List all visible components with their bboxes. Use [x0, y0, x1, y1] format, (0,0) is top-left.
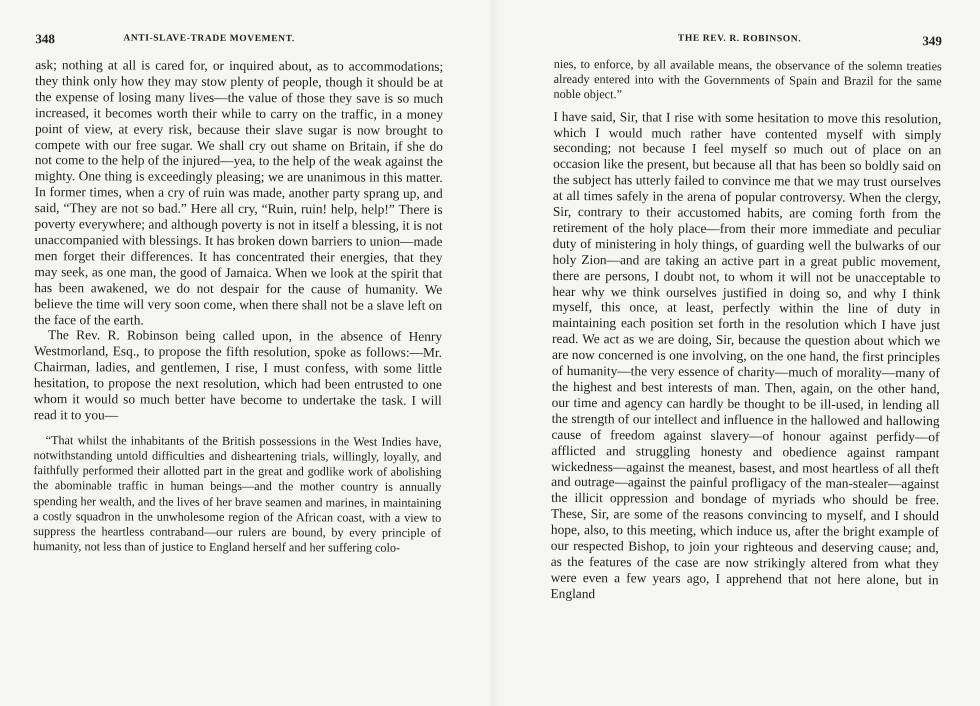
paragraph: I have said, Sir, that I rise with some hesitation to move this resolution, which I would much rather have contented myself with simply seconding; not because I feel myself so much out of place on an occasion like the present, but because all that has been so boldly said on the subject has utterly failed to convince me that we may trust ourselves at all times safely in the arena of popular controversy. When the clergy, Sir, contrary to their accustomed habits, are coming forth from the retirement of the holy place—from their more immediate and peculiar duty of ministering in holy things, of guarding well the bulwarks of our holy Zion—and are taking an active part in a great public movement, there are persons, I doubt not, to whom it will not be unacceptable to hear why we think ourselves justified in doing so, and why I think myself, this once, at least, perfectly within the line of duty in maintaining each position set forth in the resolution which I have just read. We act as we are doing, Sir, because the question about which we are now concerned is one involving, on the one hand, the first principles of humanity—the very essence of charity—much of morality—many of the highest and best interests of man. Then, again, on the other hand, our time and agency can hardly be thought to be ill-used, in lending all the strength of our intellect and influence in the hallowed and hallowing cause of freedom against slavery—of honour against perfidy—of afflicted and struggling honesty and obedience against rampant wickedness—against the meanest, basest, and most heartless of all theft and outrage—against the painful profligacy of the man-stealer—against the illicit oppression and bondage of myriads who should be free. These, Sir, are some of the reasons convincing to myself, and I should hope, also, to this meeting, which induce us, after the bright example of our respected Bishop, to join your righteous and deserving cause; and, as the features of the case are now strikingly altered from what they were even a few years ago, I apprehend that not here alone, but in England	[550, 108, 942, 601]
paragraph: The Rev. R. Robinson being called upon, in the absence of Henry Westmorland, Esq., to propose the fifth resolution, spoke as follows:—Mr. Chairman, ladies, and gentlemen, I rise, I must confess, with some little hesitation, to propose the next resolution, which had been entrusted to one whom it would so much better have become to undertake the task. I will read it to you—	[33, 327, 443, 423]
resolution-quote: “That whilst the inhabitants of the British possessions in the West Indies have, notwithstanding untold difficulties and disheartening trials, willingly, loyally, and faithfully performed their allotted part in the great and godlike work of abolishing the abominable traffic in human beings—and the mother country is annually spending her wealth, and the lives of her brave seamen and marines, in maintaining a costly squadron in the unwholesome region of the African coast, with a view to suppress the heartless contraband—our rulers are bound, by every principle of humanity, not less than of justice to England herself and her suffering colo-	[33, 432, 442, 555]
right-page	[488, 0, 980, 706]
right-page-number: 349	[922, 33, 942, 49]
left-page-body	[33, 57, 443, 556]
left-page-number: 348	[35, 31, 55, 47]
right-page-body	[550, 57, 941, 604]
right-running-head	[554, 33, 942, 53]
resolution-quote-continuation: nies, to enforce, by all available means, the observance of the solemn treaties already entered into with the Governments of Spain and Brazil for the same noble object.”	[553, 56, 942, 102]
paragraph: ask; nothing at all is cared for, or inquired about, as to accommodations; they think only how they may stow plenty of people, though it should be at the expense of losing many lives—the value of those they save is so much increased, it becomes worth their while to carry on the traffic, in a money point of view, at every risk, because their slave sugar is now brought to compete with our free sugar. We shall cry out shame on Britain, if she do not come to the help of the injured—yea, to the help of the weak against the mighty. One thing is exceedingly pleasing; we are unanimous in this matter. In former times, when a cry of ruin was made, another party sprang up, and said, “They are not so bad.” Here all cry, “Ruin, ruin! help, help!” There is poverty everywhere; and although poverty is not in itself a blessing, it is not unaccompanied with blessings. It has broken down barriers to union—made men forget their differences. It has concentrated their energies, that they may seek, as one man, the good of Jamaica. When we look at the spirit that has been awakened, we do not despair for the cause of humanity. We believe the time will very soon come, when there shall not be a slave left on the face of the earth.	[34, 57, 444, 328]
left-running-title: ANTI-SLAVE-TRADE MOVEMENT.	[123, 33, 295, 45]
left-running-head	[35, 33, 443, 53]
right-running-title: THE REV. R. ROBINSON.	[677, 33, 802, 45]
